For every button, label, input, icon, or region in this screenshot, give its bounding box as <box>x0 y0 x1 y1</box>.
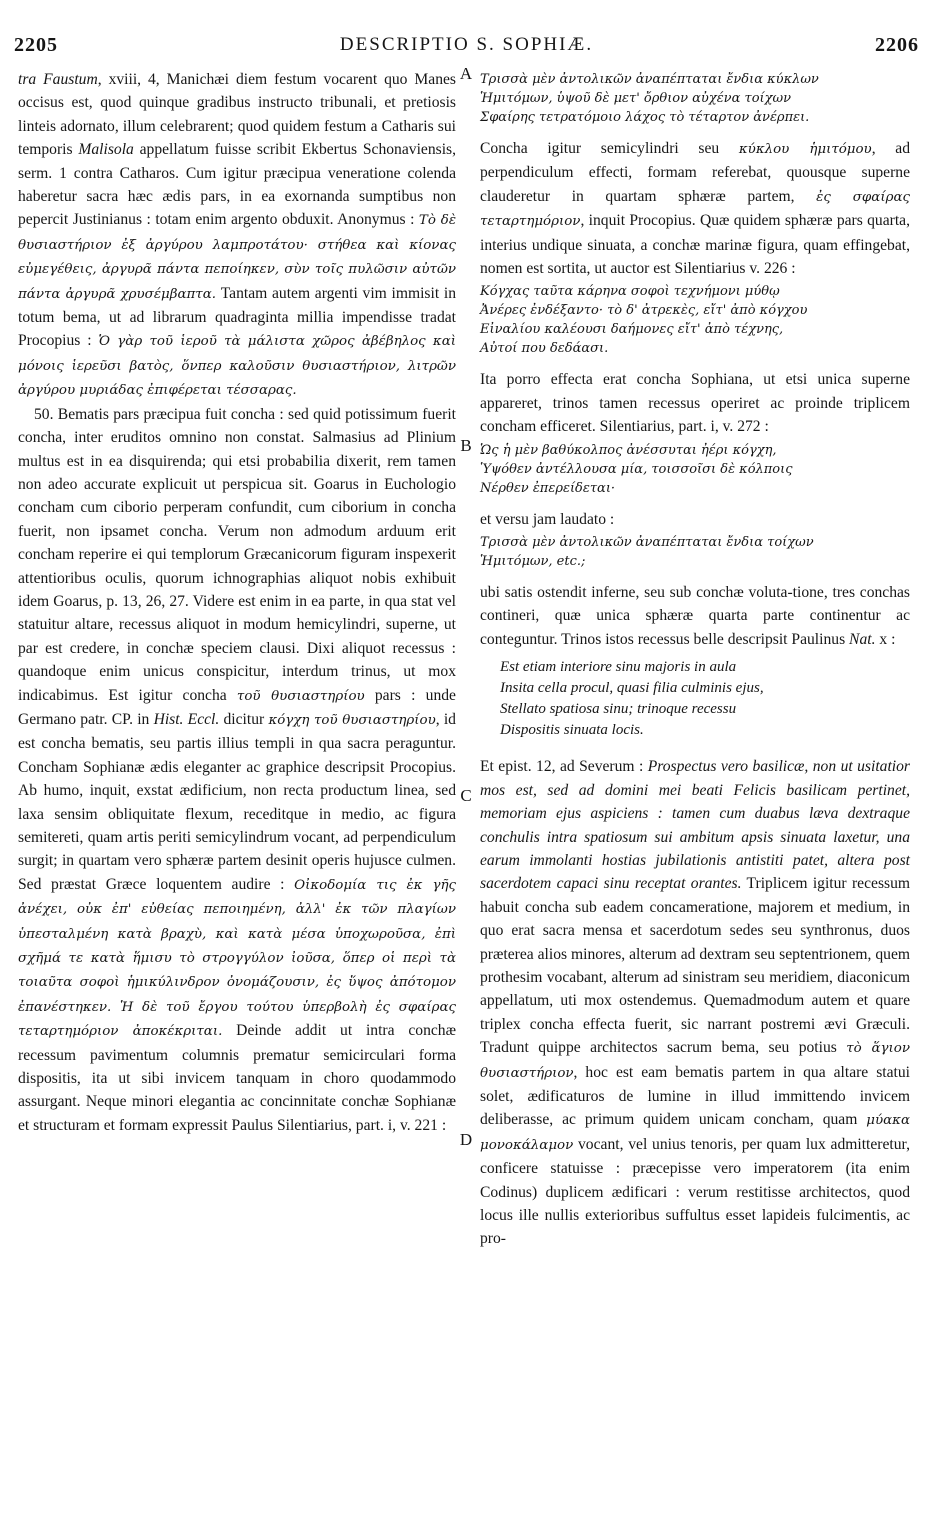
text-run: vocant, vel unius tenoris, per quam lux admitteretur, conficere statuisse : præcepisse vero imperatorem (ita enim Codinus) duplicem ædificari : verum restitisse architectos, quod locus ille nullis exterioribus suffultus esset lapideis fulcimentis, ac pro- <box>480 1135 910 1248</box>
paragraph-et-versu: et versu jam laudato : <box>480 510 615 528</box>
page-header <box>14 34 919 60</box>
verse-line: Stellato spatiosa sinu; trinoque recessu <box>500 701 737 718</box>
text-run: , inquit Procopius. Quæ quidem sphæræ pars quarta, interius undique sinuata, a conchæ marinæ figura, quam effingebat, nomen est sortita, ut auctor est Silentiarius v. 226 : <box>480 212 910 278</box>
running-title: DESCRIPTIO S. SOPHIÆ. <box>339 34 594 55</box>
greek-verse-top <box>480 70 910 127</box>
verse-line: Ὡς ἡ μὲν βαθύκολπος ἀνέσσυται ἠέρι κόγχη, <box>480 442 777 458</box>
italic-citation: tra Faustum <box>18 71 98 88</box>
page-number-right: 2206 <box>875 34 919 56</box>
margin-letter-c: C <box>460 786 472 805</box>
verse-line: Τρισσὰ μὲν ἀντολικῶν ἀναπέπταται ἔνδια τοίχων <box>480 535 814 551</box>
verse-line: Τρισσὰ μὲν ἀντολικῶν ἀναπέπταται ἔνδια κύκλων <box>480 72 819 87</box>
italic-quotation: Prospectus vero basilicæ, non ut usitatior mos est, sed ad domini mei beati Felicis basilicam pertinet, memoriam ejus aspiciens : tamen cum duabus læva dextraque conchulis intra spatiosum sui ambitum apsis sinuata laxetur, una earum immolanti hostias jubilationis antistiti patet, altera post sacerdotem capaci sinu receptat orantes. <box>480 758 910 893</box>
margin-letter-a: A <box>459 64 473 83</box>
verse-line: Est etiam interiore sinu majoris in aula <box>500 659 737 676</box>
verse-line: Κόγχας ταῦτα κάρηνα σοφοὶ τεχνήμονι μύθῳ <box>480 284 780 300</box>
verse-line: Αὐτοί που δεδάασι. <box>480 341 609 357</box>
greek-verse-mid <box>480 282 910 358</box>
text-run: Tantam autem argenti vim immisit in totum bema, ut ad librarum quadraginta millia impendisse tradat Procopius : <box>18 284 456 350</box>
paragraph-et-epist <box>480 755 910 1251</box>
text-run: Concha igitur semicylindri seu <box>480 140 739 157</box>
greek-verse-c <box>480 533 910 571</box>
verse-line: Ὑψόθεν ἀντέλλουσα μία, τοισσοῖσι δὲ κόλποις <box>480 461 793 477</box>
italic-term: Malisola <box>78 141 134 159</box>
greek-term: τὸ ἅγιον θυσιαστήριον <box>480 1041 910 1081</box>
greek-quote: Ὁ γὰρ τοῦ ἱεροῦ τὰ μάλιστα χῶρος ἀβέβηλος καὶ μόνοις ἱερεῦσι βατὸς, ὅνπερ καλοῦσιν θυσιαστήριον, λιτρῶν ἀργύρου μυριάδας ἐπιφέρεται τέσσαρας. <box>18 334 456 399</box>
verse-line: Dispositis sinuata locis. <box>500 722 644 739</box>
page-number-left: 2205 <box>14 34 58 56</box>
paragraph-50 <box>18 403 456 1138</box>
greek-term: ἐς σφαίρας τεταρτημόριον <box>480 189 910 230</box>
greek-verse-b <box>480 441 910 498</box>
verse-line: Ἡμιτόμων, etc.; <box>480 554 586 570</box>
text-run: pars : unde Germano patr. CP. in <box>18 686 456 728</box>
text-run: , hoc est eam bematis partem in qua altare statui solet, ædificaturos de lumine in illud immittendo invicem deliberasse, ac primum quidem unicam concham, quam <box>480 1063 910 1129</box>
paragraph-contra-faustum <box>18 68 456 403</box>
text-run: , id est concha bematis, seu partis illius templi in qua sacra peraguntur. Concham Sophianæ ædis eleganter ac graphice descripsit Procopius. Ab humo, inquit, exstat ædificium, non recta productum linea, sed laxa sensim obliquitate flexum, receditque in medio, ac figura semitereti, quam artis periti semicylindrum vocant, ad perpendiculum surgit; in quartam vero sphæræ partem desinit operis hujusce culmen. Sed præstat Græce loquentem audire : <box>18 710 456 893</box>
text-run: , ad perpendiculum effecti, formam referebat, quousque superne clauderetur in quartam sphæræ partem, <box>480 140 911 205</box>
text-run: , xviii, 4, Manichæi diem festum vocarent quo Manes occisus est, quod quinque gradibus instructo tribunali, et pretiosis linteis adornato, illum celebrarent; quod quidem festum a Catharis sui temporis <box>18 71 456 159</box>
text-run: Et epist. 12, ad Severum : <box>480 758 648 776</box>
margin-letter-d: D <box>459 1130 473 1149</box>
latin-verse-paulinus <box>500 657 910 741</box>
right-column <box>480 68 910 1251</box>
verse-line: Σφαίρης τετρατόμοιο λάχος τὸ τέταρτον ἀνέρπει. <box>480 110 810 125</box>
paragraph-concha-igitur <box>480 137 910 280</box>
text-run: dicitur <box>219 710 269 728</box>
verse-line: Εἰναλίου καλέουσι δαήμονες εἴτ' ἀπὸ τέχνης, <box>480 322 784 338</box>
text-run: Deinde addit ut intra conchæ recessum pavimentum columnis prematur semicirculari forma dispositis, ita ut sibi invicem tanquam in choro quodammodo assurgant. Neque minori elegantia ac concinnitate conchæ Sophianæ et structuram et formam expressit Paulus Silentiarius, part. i, v. 221 : <box>18 1022 456 1134</box>
text-run: appellatum fuisse scribit Ekbertus Schonaviensis, serm. 1 contra Catharos. Cum igitur præcipua veneratione colenda haberetur sacra hæc ædis pars, in ea exornanda sumptibus non pepercit Justinianus : totam enim argento obduxit. Anonymus : <box>18 141 456 229</box>
paragraph-ita-porro: Ita porro effecta erat concha Sophiana, ut etsi unica superne appareret, trinos tamen recessus operiret ac proinde triplicem concham efficeret. Silentiarius, part. i, v. 272 : <box>480 371 910 436</box>
greek-term: κόγχη τοῦ θυσιαστηρίου <box>268 712 436 728</box>
paragraph-ubi-satis <box>480 581 910 651</box>
verse-line: Ἀνέρες ἐνδέξαντο· τὸ δ' ἀτρεκὲς, εἴτ' ἀπὸ κόγχου <box>480 303 808 319</box>
greek-quote: Τὸ δὲ θυσιαστήριον ἐξ ἀργύρου λαμπροτάτου· στήθεα καὶ κίονας εὐμεγέθεις, ἀργυρᾶ πάντα πεποίηκεν, σὺν τοῖς πυλῶσιν αὐτῶν πάντα ἀργυρᾶ χρυσέμβαπτα. <box>18 213 457 302</box>
greek-term: μύακα μονοκάλαμον <box>480 1113 910 1153</box>
verse-line: Ἡμιτόμων, ὑψοῦ δὲ μετ' ὄρθιον αὐχένα τοίχων <box>480 91 791 106</box>
greek-term: κύκλου ἡμιτόμου <box>738 142 872 157</box>
left-column <box>18 68 456 1137</box>
text-run: ubi satis ostendit inferne, seu sub conchæ voluta-tione, tres conchas contineri, quæ unica sphæræ quarta parte continentur ac conteguntur. Trinos istos recessus belle descripsit Paulinus <box>480 584 910 648</box>
text-run: x : <box>875 630 896 648</box>
greek-term: τοῦ θυσιαστηρίου <box>236 688 365 704</box>
margin-letter-b: B <box>460 436 472 455</box>
italic-citation: Nat. <box>849 630 876 648</box>
greek-quote: Οἰκοδομία τις ἐκ γῆς ἀνέχει, οὐκ ἐπ' εὐθείας πεποιημένη, ἀλλ' ἐκ τῶν πλαγίων ὑπεσταλμένη κατὰ βραχὺ, καὶ κατὰ μέσα ὑποχωροῦσα, ἐπὶ σχῆμά τε κατὰ ἥμισυ τὸ στρογγύλον ἰοῦσα, ὅπερ οἱ περὶ τὰ τοιαῦτα σοφοὶ ἡμικύλινδρον ὀνομάζουσιν, ἐς ὕψος ἀπότομον ἐπανέστηκεν. Ἡ δὲ τοῦ ἔργου τούτου ὑπερβολὴ ἐς σφαίρας τεταρτημόριον ἀποκέκριται. <box>18 877 456 1040</box>
text-run: 50. Bematis pars præcipua fuit concha : sed quid potissimum fuerit concha, inter eruditos omnino non constat. Salmasius ad Plinium multus est in ea disquirenda; qui etsi probabilia dixerit, rem tamen non adeo accurate explicuit ut perspicua sit. Goarus in Euchologio concham cum ciborio perperam confundit, cum ciborium in concha fuerit, non ipsamet concha. Verum non admodum arduum erit concham reperire ei qui templorum Græcanicorum figuram inspexerit attentioribus oculis, quorum ichnographias aliquot nobis exhibuit idem Goarus, p. 13, 26, 27. Videre est enim in ea parte, in qua stat vel statuitur altare, recessus aliquot in modum hemicylindri, superne, ut par est credere, in conchæ speciem clausi. Dixi aliquot recessus : quandoque enim unicus conspicitur, interdum trinus, ut mox indicabimus. Est igitur concha <box>18 405 456 704</box>
verse-line: Νέρθεν ἐπερείδεται· <box>480 480 616 496</box>
italic-title: Hist. Eccl. <box>153 710 220 728</box>
verse-line: Insita cella procul, quasi filia culminis ejus, <box>500 680 764 697</box>
text-run: Triplicem igitur recessum habuit concha sub eadem concameratione, majorem et medium, in quo erat sacra mensa et sacerdotum sedes seu synthronus, duos præterea alios minores, alterum ad dextram seu septentrionem, quem prothesim vocabant, alterum ad sinistram seu meridiem, diaconicum appellatum, uti mox ostendemus. Quemadmodum autem et quare triplex concha effecta fuerit, sic narrant postremi ævi Græculi. Tradunt quippe architectos sacrum bema, seu potius <box>480 875 911 1057</box>
